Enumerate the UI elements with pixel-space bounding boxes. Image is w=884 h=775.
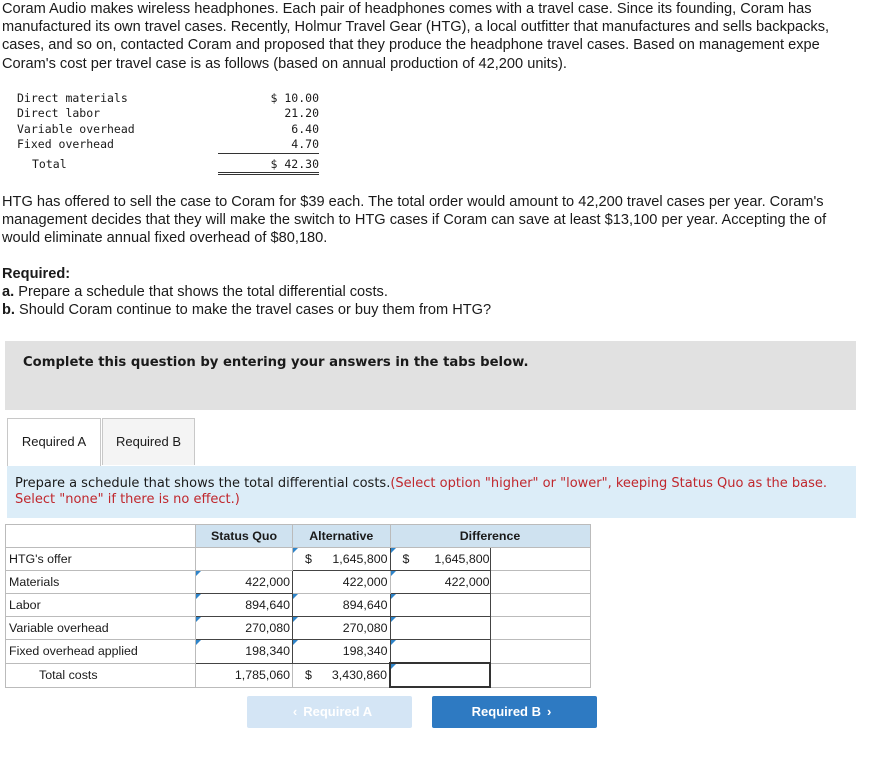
difference-input[interactable] xyxy=(390,594,490,617)
difference-select[interactable] xyxy=(490,617,590,640)
cost-label: Fixed overhead xyxy=(17,137,114,152)
cost-total-value: $ 42.30 xyxy=(218,153,319,173)
required-section xyxy=(2,265,491,320)
banner-text: Complete this question by entering your answers in the tabs below. xyxy=(23,355,529,370)
status-quo-cell xyxy=(196,548,293,571)
intro-line: Coram Audio makes wireless headphones. Each pair of headphones comes with a travel case. Since its founding, Coram has xyxy=(2,1,812,17)
cost-row xyxy=(14,137,319,153)
total-row xyxy=(6,663,591,687)
status-quo-input[interactable]: 894,640 xyxy=(196,594,293,617)
header-difference: Difference xyxy=(390,525,590,548)
differential-cost-schedule xyxy=(5,524,591,688)
alternative-input[interactable] xyxy=(293,548,391,571)
offer-paragraph xyxy=(2,193,884,248)
chevron-left-icon: ‹ xyxy=(292,704,298,719)
prev-required-a-button[interactable] xyxy=(247,696,412,728)
required-heading: Required: xyxy=(2,266,71,282)
table-row xyxy=(6,571,591,594)
total-label: Total costs xyxy=(6,663,196,687)
difference-select[interactable] xyxy=(490,571,590,594)
cost-row xyxy=(14,91,319,106)
header-alternative: Alternative xyxy=(293,525,391,548)
chevron-right-icon: › xyxy=(547,704,552,719)
next-button-label: Required B xyxy=(471,704,541,719)
tab-instructions xyxy=(7,466,856,518)
cost-total-row xyxy=(14,153,319,173)
difference-input[interactable] xyxy=(390,640,490,664)
instruction-main: Prepare a schedule that shows the total differential costs. xyxy=(15,476,391,491)
difference-select[interactable] xyxy=(490,640,590,664)
dollar-sign: $ xyxy=(402,552,410,566)
status-quo-input[interactable]: 270,080 xyxy=(196,617,293,640)
intro-line: cases, and so on, contacted Coram and proposed that they produce the headphone travel cases. Based on management expe xyxy=(2,37,820,54)
cost-label: Direct materials xyxy=(17,91,128,105)
schedule-header-row xyxy=(6,525,591,548)
cost-value: $ 10.00 xyxy=(270,91,319,105)
difference-input[interactable] xyxy=(390,548,490,571)
cost-value: 6.40 xyxy=(291,121,319,136)
header-blank xyxy=(6,525,196,548)
cost-label: Variable overhead xyxy=(17,121,135,136)
tab-required-a[interactable]: Required A xyxy=(7,418,101,467)
intro-line: manufactured its own travel cases. Recently, Holmur Travel Gear (HTG), a local outfitter that manufactures and sells backpacks, xyxy=(2,19,830,36)
row-label: Materials xyxy=(6,571,196,594)
row-label: Labor xyxy=(6,594,196,617)
cost-total-label: Total xyxy=(32,157,67,172)
alternative-value: 1,645,800 xyxy=(332,552,388,566)
dollar-sign: $ xyxy=(305,668,312,682)
difference-input[interactable]: 422,000 xyxy=(390,571,490,594)
instruction-note: (Select option "higher" or "lower", keeping Status Quo as the base. Select "none" if there is no effect.) xyxy=(15,476,827,507)
intro-line: Coram's cost per travel case is as follows (based on annual production of 42,200 units). xyxy=(2,55,567,72)
total-difference-input[interactable] xyxy=(390,663,490,687)
difference-select[interactable] xyxy=(490,548,590,571)
prev-button-label: Required A xyxy=(303,704,373,719)
required-b-prefix: b. xyxy=(2,302,15,319)
table-row xyxy=(6,548,591,571)
cost-per-case-table xyxy=(14,91,319,175)
row-label: Variable overhead xyxy=(6,617,196,640)
row-label: HTG's offer xyxy=(6,548,196,571)
required-a-prefix: a. xyxy=(2,284,15,301)
offer-line: management decides that they will make the switch to HTG cases if Coram can save at least $13,100 per year. Accepting the of xyxy=(2,212,827,229)
required-a-text: Prepare a schedule that shows the total differential costs. xyxy=(14,284,388,301)
required-b-text: Should Coram continue to make the travel cases or buy them from HTG? xyxy=(14,302,492,319)
alternative-input[interactable]: 270,080 xyxy=(293,617,391,640)
cost-row xyxy=(14,106,319,121)
table-row xyxy=(6,617,591,640)
table-row xyxy=(6,640,591,664)
status-quo-input[interactable]: 422,000 xyxy=(196,571,293,594)
total-difference-select[interactable] xyxy=(490,663,590,687)
dollar-sign: $ xyxy=(305,552,312,566)
table-row xyxy=(6,594,591,617)
difference-value: 1,645,800 xyxy=(434,552,490,566)
difference-select[interactable] xyxy=(490,594,590,617)
total-alternative: 3,430,860 xyxy=(331,668,387,682)
intro-paragraph xyxy=(2,0,882,73)
cost-value: 21.20 xyxy=(284,106,319,121)
offer-line: HTG has offered to sell the case to Coram for $39 each. The total order would amount to 42,200 travel cases per year. Coram's xyxy=(2,194,824,210)
instructions-banner xyxy=(5,341,856,410)
total-alternative-cell xyxy=(293,663,391,687)
offer-line: would eliminate annual fixed overhead of $80,180. xyxy=(2,230,328,247)
difference-input[interactable] xyxy=(390,617,490,640)
header-status-quo: Status Quo xyxy=(196,525,293,548)
cost-value: 4.70 xyxy=(218,137,319,153)
next-required-b-button[interactable] xyxy=(432,696,597,728)
cost-label: Direct labor xyxy=(17,106,101,121)
row-label: Fixed overhead applied xyxy=(6,640,196,664)
status-quo-input[interactable]: 198,340 xyxy=(196,640,293,664)
alternative-input[interactable]: 894,640 xyxy=(293,594,391,617)
tab-required-b[interactable]: Required B xyxy=(102,418,195,465)
total-status-quo: 1,785,060 xyxy=(196,663,293,687)
alternative-cell: 422,000 xyxy=(293,571,391,594)
alternative-input[interactable]: 198,340 xyxy=(293,640,391,664)
cost-row xyxy=(14,122,319,137)
